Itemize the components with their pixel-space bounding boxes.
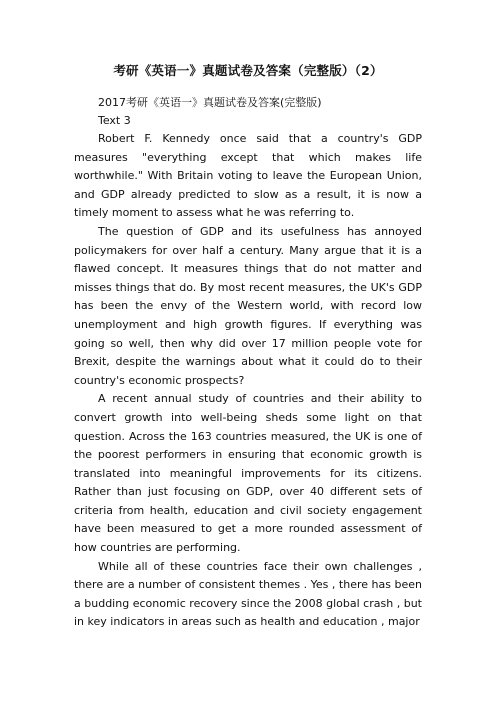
section-label: Text 3 xyxy=(98,114,131,127)
paragraph: A recent annual study of countries and their ability to convert growth into well-being sheds some light on that question. Across the 163 countries measured, the UK is one of the poorest performers in ensuring that economic growth is translated into meaningful improvements for its citizens. Rather than just focusing on GDP, over 40 different sets of criteria from health, education and civil society engagement have been measured to get a more rounded assessment of how countries are performing. xyxy=(74,392,422,555)
document-subtitle: 2017考研《英语一》真题试卷及答案(完整版) xyxy=(98,96,322,109)
paragraph: While all of these countries face their own challenges , there are a number of consistent themes . Yes , there has been a budding economic recovery since the 2008 global crash , but in key indicators in areas such as health and education , major xyxy=(74,559,422,629)
document-title: 考研《英语一》真题试卷及答案（完整版）（2） xyxy=(113,63,383,78)
paragraph: The question of GDP and its usefulness has annoyed policymakers for over half a century. Many argue that it is a flawed concept. It measures things that do not matter and misses things that do. By most recent measures, the UK's GDP has been the envy of the Western world, with record low unemployment and high growth figures. If everything was going so well, then why did over 17 million people vote for Brexit, despite the warnings about what it could do to their country's economic prospects? xyxy=(74,224,422,387)
paragraph: Robert F. Kennedy once said that a country's GDP measures "everything except that which makes life worthwhile." With Britain voting to leave the European Union, and GDP already predicted to slow as a result, it is now a timely moment to assess what he was referring to. xyxy=(74,132,422,220)
